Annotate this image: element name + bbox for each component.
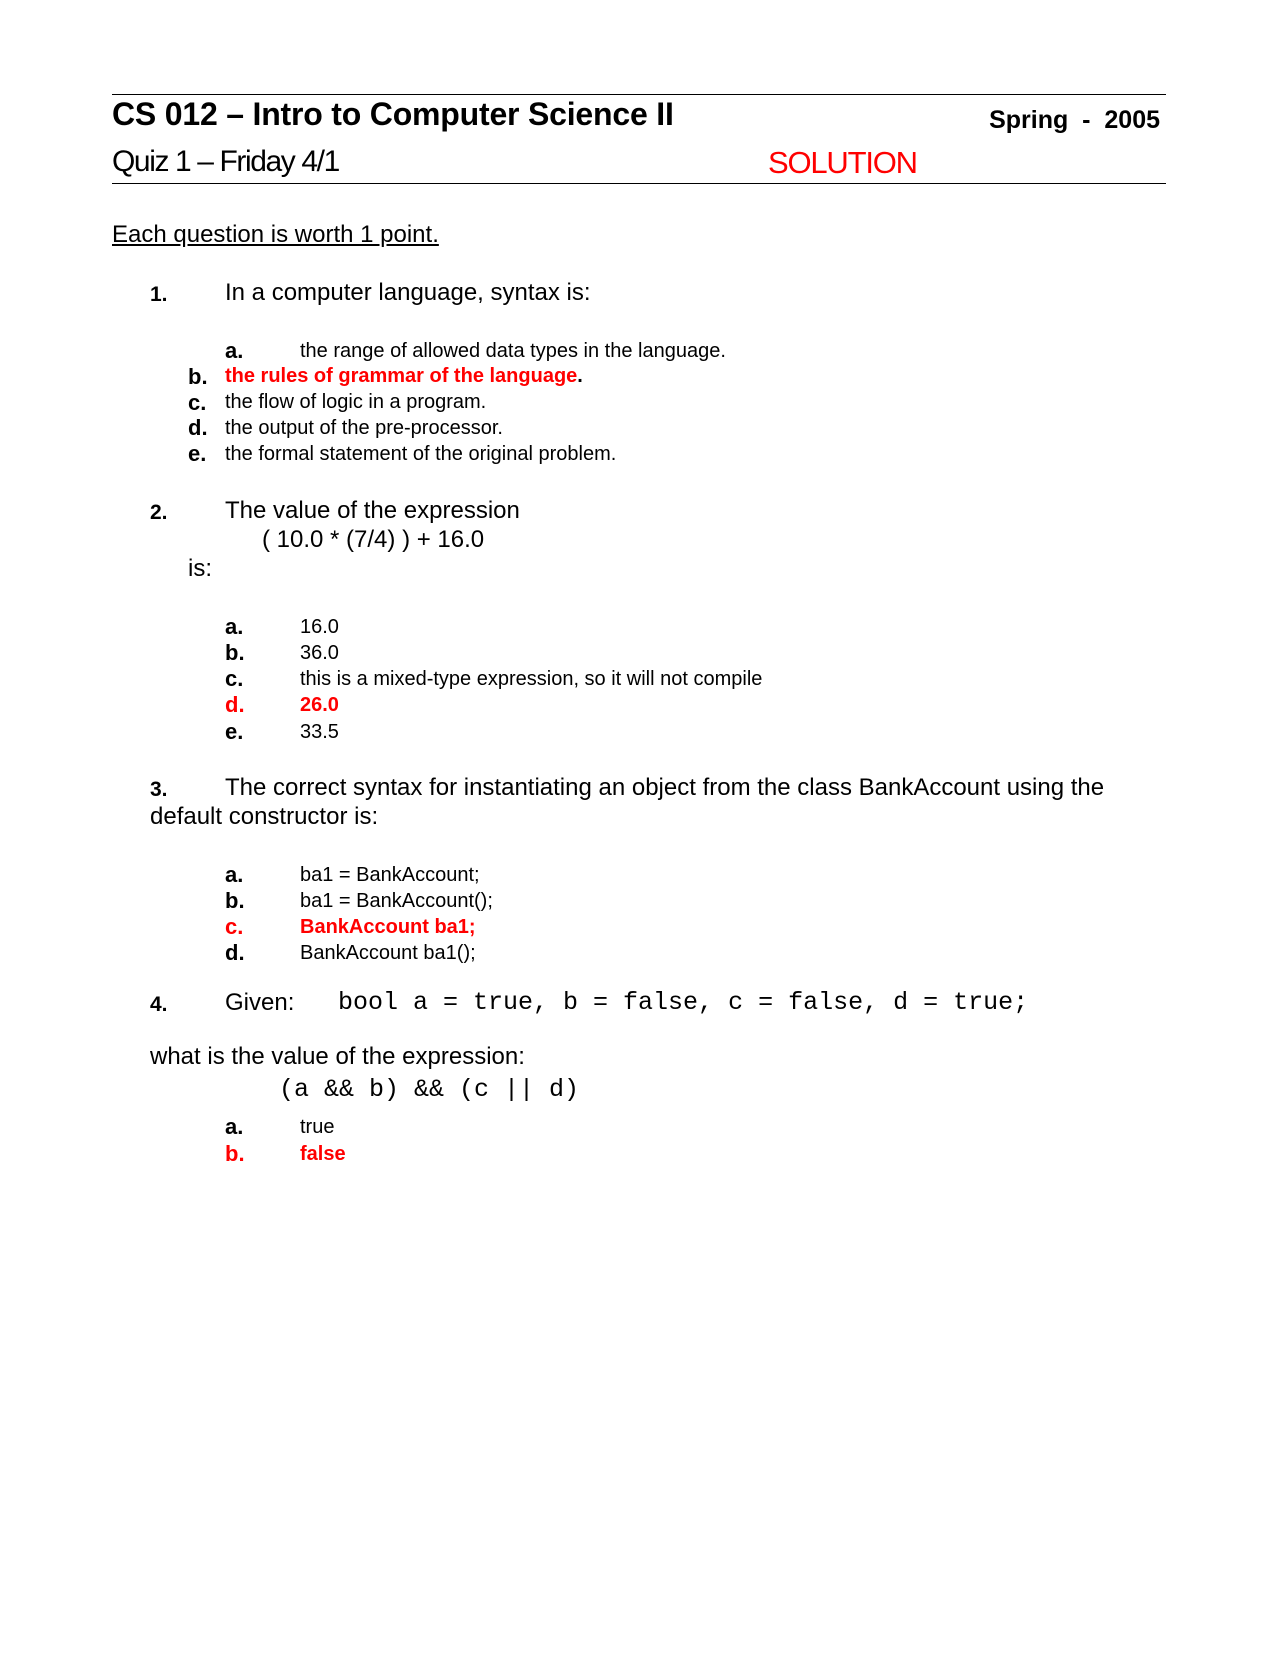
question-3-text-line1: The correct syntax for instantiating an object from the class BankAccount using the xyxy=(225,774,1105,801)
q3-option-a-text: ba1 = BankAccount; xyxy=(300,864,480,886)
q2-option-e-text: 33.5 xyxy=(300,721,339,743)
question-4-expression: (a && b) && (c || d) xyxy=(279,1075,580,1104)
q2-option-b-label: b. xyxy=(225,640,245,665)
q1-option-d-label: d. xyxy=(188,415,208,440)
q2-correct-answer: 26.0 xyxy=(300,694,339,716)
q1-option-e-label: e. xyxy=(188,441,207,466)
q2-option-d-label: d. xyxy=(225,692,245,717)
header-bottom-rule xyxy=(112,183,1166,184)
question-4-text: what is the value of the expression: xyxy=(150,1043,525,1070)
q2-option-e-label: e. xyxy=(225,719,244,744)
q4-option-b-label: b. xyxy=(225,1141,245,1166)
q1-option-b-text xyxy=(225,365,583,388)
q1-correct-answer: the rules of grammar of the language xyxy=(225,365,578,387)
q2-option-c-label: c. xyxy=(225,666,244,691)
q1-answer-period: . xyxy=(577,365,583,387)
q1-option-e-text: the formal statement of the original problem. xyxy=(225,443,617,465)
question-1-number: 1. xyxy=(150,283,168,306)
question-3-number: 3. xyxy=(150,778,168,801)
question-1-text: In a computer language, syntax is: xyxy=(225,279,591,306)
points-note: Each question is worth 1 point. xyxy=(112,221,439,248)
q4-correct-answer: false xyxy=(300,1143,346,1165)
question-2-number: 2. xyxy=(150,501,168,524)
question-4-number: 4. xyxy=(150,993,168,1016)
q1-option-c-text: the flow of logic in a program. xyxy=(225,391,487,413)
solution-label: SOLUTION xyxy=(768,145,917,180)
question-2-text: The value of the expression xyxy=(225,497,520,524)
q2-option-b-text: 36.0 xyxy=(300,642,339,664)
q2-option-a-text: 16.0 xyxy=(300,616,339,638)
header-top-rule xyxy=(112,94,1166,95)
q3-option-b-label: b. xyxy=(225,888,245,913)
quiz-subtitle: Quiz 1 – Friday 4/1 xyxy=(112,145,339,178)
question-4-code: bool a = true, b = false, c = false, d = true; xyxy=(338,988,1029,1017)
q4-option-a-text: true xyxy=(300,1116,335,1138)
q3-option-c-label: c. xyxy=(225,914,244,939)
q1-option-d-text: the output of the pre-processor. xyxy=(225,417,503,439)
q3-option-d-text: BankAccount ba1(); xyxy=(300,942,476,964)
semester-label: Spring - 2005 xyxy=(989,106,1160,134)
q3-correct-answer: BankAccount ba1; xyxy=(300,916,476,938)
q1-option-a-label: a. xyxy=(225,338,244,363)
q2-option-c-text: this is a mixed-type expression, so it will not compile xyxy=(300,668,763,690)
q1-option-a-text: the range of allowed data types in the language. xyxy=(300,340,726,362)
q4-option-a-label: a. xyxy=(225,1114,244,1139)
q3-option-d-label: d. xyxy=(225,940,245,965)
question-2-expression: ( 10.0 * (7/4) ) + 16.0 xyxy=(262,526,485,553)
q1-option-c-label: c. xyxy=(188,390,207,415)
course-title: CS 012 – Intro to Computer Science II xyxy=(112,96,674,132)
q3-option-a-label: a. xyxy=(225,862,244,887)
question-4-given: Given: xyxy=(225,989,295,1016)
question-2-is: is: xyxy=(188,555,212,582)
question-3-text-line2: default constructor is: xyxy=(150,803,379,830)
q1-option-b-label: b. xyxy=(188,364,208,389)
q2-option-a-label: a. xyxy=(225,614,244,639)
q3-option-b-text: ba1 = BankAccount(); xyxy=(300,890,493,912)
